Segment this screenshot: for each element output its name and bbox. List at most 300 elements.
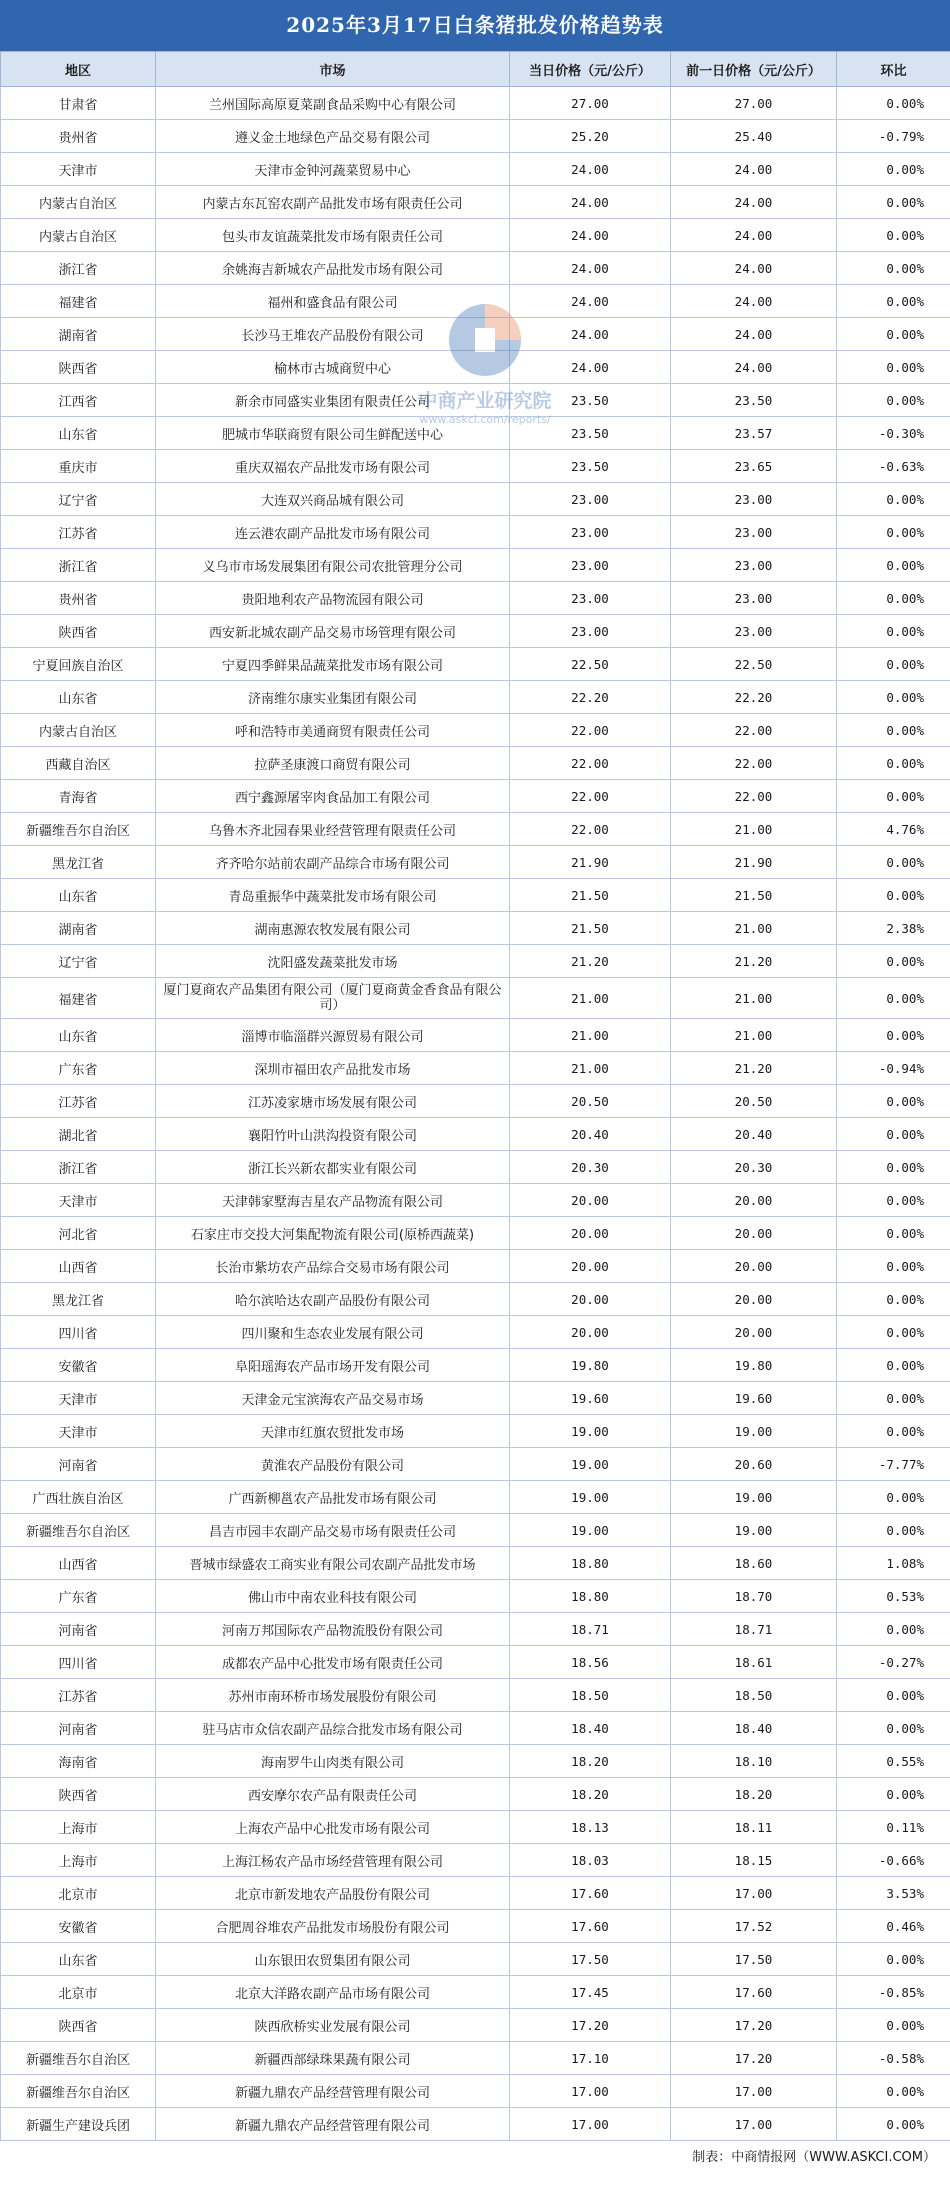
- cell-prev-price: 22.20: [671, 681, 837, 714]
- cell-today-price: 23.00: [510, 483, 671, 516]
- cell-market: 新余市同盛实业集团有限责任公司: [156, 384, 510, 417]
- cell-change: 0.00%: [837, 153, 950, 186]
- cell-region: 安徽省: [1, 1349, 156, 1382]
- cell-change: 2.38%: [837, 912, 950, 945]
- cell-market: 驻马店市众信农副产品综合批发市场有限公司: [156, 1712, 510, 1745]
- cell-today-price: 23.00: [510, 516, 671, 549]
- cell-prev-price: 20.00: [671, 1184, 837, 1217]
- cell-market: 山东银田农贸集团有限公司: [156, 1943, 510, 1976]
- cell-region: 河南省: [1, 1448, 156, 1481]
- table-row: [1, 120, 950, 153]
- cell-change: 0.00%: [837, 186, 950, 219]
- cell-region: 上海市: [1, 1811, 156, 1844]
- cell-prev-price: 21.50: [671, 879, 837, 912]
- table-row: [1, 1844, 950, 1877]
- cell-market: 苏州市南环桥市场发展股份有限公司: [156, 1679, 510, 1712]
- cell-region: 四川省: [1, 1316, 156, 1349]
- table-row: [1, 912, 950, 945]
- watermark-url: www.askci.com/reports/: [419, 413, 551, 426]
- cell-change: 0.55%: [837, 1745, 950, 1778]
- cell-market: 晋城市绿盛农工商实业有限公司农副产品批发市场: [156, 1547, 510, 1580]
- cell-today-price: 18.20: [510, 1778, 671, 1811]
- table-title: 2025年3月17日白条猪批发价格趋势表: [0, 0, 950, 51]
- cell-market: 天津市金钟河蔬菜贸易中心: [156, 153, 510, 186]
- cell-market: 河南万邦国际农产品物流股份有限公司: [156, 1613, 510, 1646]
- cell-change: 0.00%: [837, 549, 950, 582]
- cell-today-price: 20.00: [510, 1250, 671, 1283]
- cell-prev-price: 18.70: [671, 1580, 837, 1613]
- table-row: [1, 648, 950, 681]
- cell-prev-price: 21.00: [671, 813, 837, 846]
- cell-market: 榆林市古城商贸中心: [156, 351, 510, 384]
- cell-market: 西宁鑫源屠宰肉食品加工有限公司: [156, 780, 510, 813]
- cell-market: 福州和盛食品有限公司: [156, 285, 510, 318]
- cell-change: 0.00%: [837, 1943, 950, 1976]
- cell-region: 江苏省: [1, 516, 156, 549]
- cell-today-price: 17.00: [510, 2108, 671, 2141]
- cell-market: 深圳市福田农产品批发市场: [156, 1052, 510, 1085]
- cell-today-price: 19.00: [510, 1448, 671, 1481]
- cell-change: 0.00%: [837, 648, 950, 681]
- cell-change: 0.00%: [837, 1316, 950, 1349]
- cell-today-price: 18.13: [510, 1811, 671, 1844]
- cell-region: 江苏省: [1, 1085, 156, 1118]
- table-body: [1, 87, 950, 2141]
- cell-region: 新疆维吾尔自治区: [1, 2075, 156, 2108]
- cell-market: 厦门夏商农产品集团有限公司（厦门夏商黄金香食品有限公司）: [156, 978, 510, 1019]
- cell-change: 0.00%: [837, 1184, 950, 1217]
- table-row: [1, 417, 950, 450]
- cell-prev-price: 20.50: [671, 1085, 837, 1118]
- cell-change: 0.00%: [837, 219, 950, 252]
- cell-change: 0.00%: [837, 483, 950, 516]
- table-row: [1, 1052, 950, 1085]
- cell-market: 淄博市临淄群兴源贸易有限公司: [156, 1019, 510, 1052]
- cell-region: 辽宁省: [1, 483, 156, 516]
- cell-market: 北京大洋路农副产品市场有限公司: [156, 1976, 510, 2009]
- cell-change: 3.53%: [837, 1877, 950, 1910]
- column-header-row: [1, 52, 950, 87]
- cell-today-price: 21.20: [510, 945, 671, 978]
- table-row: [1, 1976, 950, 2009]
- cell-change: 0.00%: [837, 1712, 950, 1745]
- cell-market: 遵义金土地绿色产品交易有限公司: [156, 120, 510, 153]
- table-row: [1, 2075, 950, 2108]
- cell-region: 北京市: [1, 1976, 156, 2009]
- source-note: 制表：中商情报网（WWW.ASKCI.COM）: [0, 2141, 950, 2174]
- cell-market: 江苏凌家塘市场发展有限公司: [156, 1085, 510, 1118]
- cell-prev-price: 20.60: [671, 1448, 837, 1481]
- cell-today-price: 22.20: [510, 681, 671, 714]
- cell-change: 0.00%: [837, 780, 950, 813]
- cell-change: 0.00%: [837, 714, 950, 747]
- cell-change: 0.00%: [837, 1019, 950, 1052]
- cell-region: 新疆维吾尔自治区: [1, 2042, 156, 2075]
- cell-prev-price: 23.00: [671, 615, 837, 648]
- cell-region: 江苏省: [1, 1679, 156, 1712]
- cell-change: 0.00%: [837, 1382, 950, 1415]
- cell-change: -0.58%: [837, 2042, 950, 2075]
- cell-change: 0.00%: [837, 318, 950, 351]
- cell-today-price: 24.00: [510, 186, 671, 219]
- cell-prev-price: 24.00: [671, 186, 837, 219]
- cell-market: 呼和浩特市美通商贸有限责任公司: [156, 714, 510, 747]
- cell-market: 成都农产品中心批发市场有限责任公司: [156, 1646, 510, 1679]
- cell-prev-price: 21.20: [671, 945, 837, 978]
- cell-change: 0.00%: [837, 1349, 950, 1382]
- cell-today-price: 21.50: [510, 879, 671, 912]
- table-row: [1, 87, 950, 120]
- cell-today-price: 20.00: [510, 1316, 671, 1349]
- cell-region: 内蒙古自治区: [1, 219, 156, 252]
- cell-change: -0.66%: [837, 1844, 950, 1877]
- cell-market: 齐齐哈尔站前农副产品综合市场有限公司: [156, 846, 510, 879]
- table-row: [1, 1646, 950, 1679]
- cell-market: 义乌市市场发展集团有限公司农批管理分公司: [156, 549, 510, 582]
- cell-prev-price: 18.40: [671, 1712, 837, 1745]
- cell-region: 安徽省: [1, 1910, 156, 1943]
- table-row: [1, 1778, 950, 1811]
- cell-market: 兰州国际高原夏菜副食品采购中心有限公司: [156, 87, 510, 120]
- table-row: [1, 1613, 950, 1646]
- table-row: [1, 879, 950, 912]
- table-row: [1, 2009, 950, 2042]
- cell-today-price: 25.20: [510, 120, 671, 153]
- cell-market: 沈阳盛发蔬菜批发市场: [156, 945, 510, 978]
- cell-market: 广西新柳邕农产品批发市场有限公司: [156, 1481, 510, 1514]
- cell-market: 大连双兴商品城有限公司: [156, 483, 510, 516]
- cell-market: 重庆双福农产品批发市场有限公司: [156, 450, 510, 483]
- cell-market: 黄淮农产品股份有限公司: [156, 1448, 510, 1481]
- cell-region: 北京市: [1, 1877, 156, 1910]
- table-row: [1, 2108, 950, 2141]
- cell-prev-price: 22.50: [671, 648, 837, 681]
- cell-region: 新疆维吾尔自治区: [1, 813, 156, 846]
- cell-change: -7.77%: [837, 1448, 950, 1481]
- cell-region: 广西壮族自治区: [1, 1481, 156, 1514]
- cell-market: 北京市新发地农产品股份有限公司: [156, 1877, 510, 1910]
- cell-prev-price: 23.50: [671, 384, 837, 417]
- cell-market: 新疆九鼎农产品经营管理有限公司: [156, 2075, 510, 2108]
- cell-today-price: 17.10: [510, 2042, 671, 2075]
- cell-change: 0.00%: [837, 747, 950, 780]
- cell-prev-price: 24.00: [671, 252, 837, 285]
- cell-region: 山西省: [1, 1547, 156, 1580]
- cell-region: 河南省: [1, 1712, 156, 1745]
- cell-prev-price: 17.00: [671, 2108, 837, 2141]
- cell-today-price: 21.50: [510, 912, 671, 945]
- cell-region: 陕西省: [1, 1778, 156, 1811]
- cell-market: 西安摩尔农产品有限责任公司: [156, 1778, 510, 1811]
- cell-prev-price: 21.00: [671, 912, 837, 945]
- table-row: [1, 813, 950, 846]
- cell-region: 河南省: [1, 1613, 156, 1646]
- cell-today-price: 23.00: [510, 615, 671, 648]
- cell-change: 0.00%: [837, 2009, 950, 2042]
- cell-prev-price: 17.52: [671, 1910, 837, 1943]
- cell-change: 0.00%: [837, 681, 950, 714]
- table-row: [1, 978, 950, 1019]
- table-row: [1, 1415, 950, 1448]
- table-row: [1, 186, 950, 219]
- cell-market: 余姚海吉新城农产品批发市场有限公司: [156, 252, 510, 285]
- cell-market: 长沙马王堆农产品股份有限公司: [156, 318, 510, 351]
- table-row: [1, 1943, 950, 1976]
- cell-today-price: 17.45: [510, 1976, 671, 2009]
- cell-change: 0.00%: [837, 1250, 950, 1283]
- cell-change: 0.00%: [837, 615, 950, 648]
- cell-prev-price: 24.00: [671, 285, 837, 318]
- cell-prev-price: 18.20: [671, 1778, 837, 1811]
- cell-region: 天津市: [1, 153, 156, 186]
- table-row: [1, 1745, 950, 1778]
- table-row: [1, 549, 950, 582]
- cell-prev-price: 19.00: [671, 1415, 837, 1448]
- cell-change: 0.00%: [837, 1679, 950, 1712]
- cell-today-price: 19.60: [510, 1382, 671, 1415]
- cell-prev-price: 23.57: [671, 417, 837, 450]
- cell-prev-price: 24.00: [671, 318, 837, 351]
- table-row: [1, 1877, 950, 1910]
- cell-market: 佛山市中南农业科技有限公司: [156, 1580, 510, 1613]
- table-row: [1, 1448, 950, 1481]
- cell-prev-price: 18.11: [671, 1811, 837, 1844]
- cell-region: 新疆维吾尔自治区: [1, 1514, 156, 1547]
- cell-market: 长治市紫坊农产品综合交易市场有限公司: [156, 1250, 510, 1283]
- cell-region: 新疆生产建设兵团: [1, 2108, 156, 2141]
- cell-today-price: 22.00: [510, 747, 671, 780]
- cell-today-price: 24.00: [510, 153, 671, 186]
- cell-change: 4.76%: [837, 813, 950, 846]
- cell-region: 西藏自治区: [1, 747, 156, 780]
- cell-prev-price: 17.20: [671, 2009, 837, 2042]
- cell-change: 0.00%: [837, 1217, 950, 1250]
- cell-prev-price: 20.00: [671, 1250, 837, 1283]
- cell-market: 拉萨圣康渡口商贸有限公司: [156, 747, 510, 780]
- cell-change: 1.08%: [837, 1547, 950, 1580]
- cell-prev-price: 23.00: [671, 483, 837, 516]
- cell-change: 0.00%: [837, 1415, 950, 1448]
- cell-change: 0.00%: [837, 1481, 950, 1514]
- cell-change: 0.00%: [837, 1085, 950, 1118]
- column-header-prev-price: 前一日价格（元/公斤）: [671, 52, 837, 87]
- cell-change: 0.46%: [837, 1910, 950, 1943]
- table-row: [1, 1250, 950, 1283]
- cell-region: 上海市: [1, 1844, 156, 1877]
- cell-market: 合肥周谷堆农产品批发市场股份有限公司: [156, 1910, 510, 1943]
- table-row: [1, 1481, 950, 1514]
- cell-market: 内蒙古东瓦窑农副产品批发市场有限责任公司: [156, 186, 510, 219]
- cell-prev-price: 23.65: [671, 450, 837, 483]
- column-header-change: 环比: [837, 52, 950, 87]
- cell-today-price: 20.00: [510, 1283, 671, 1316]
- cell-prev-price: 20.00: [671, 1283, 837, 1316]
- table-row: [1, 681, 950, 714]
- table-row: [1, 1514, 950, 1547]
- cell-prev-price: 22.00: [671, 714, 837, 747]
- cell-change: 0.00%: [837, 1613, 950, 1646]
- cell-change: 0.00%: [837, 2108, 950, 2141]
- cell-market: 陕西欣桥实业发展有限公司: [156, 2009, 510, 2042]
- cell-region: 青海省: [1, 780, 156, 813]
- cell-region: 海南省: [1, 1745, 156, 1778]
- cell-today-price: 23.50: [510, 384, 671, 417]
- cell-region: 内蒙古自治区: [1, 186, 156, 219]
- cell-today-price: 22.50: [510, 648, 671, 681]
- cell-prev-price: 23.00: [671, 516, 837, 549]
- cell-today-price: 23.50: [510, 450, 671, 483]
- cell-prev-price: 18.71: [671, 1613, 837, 1646]
- table-row: [1, 351, 950, 384]
- table-row: [1, 1184, 950, 1217]
- cell-prev-price: 17.00: [671, 1877, 837, 1910]
- cell-change: 0.00%: [837, 582, 950, 615]
- table-row: [1, 846, 950, 879]
- cell-prev-price: 19.00: [671, 1481, 837, 1514]
- table-row: [1, 1547, 950, 1580]
- table-row: [1, 1382, 950, 1415]
- cell-market: 湖南惠源农牧发展有限公司: [156, 912, 510, 945]
- cell-market: 天津市红旗农贸批发市场: [156, 1415, 510, 1448]
- cell-region: 湖南省: [1, 912, 156, 945]
- cell-market: 襄阳竹叶山洪沟投资有限公司: [156, 1118, 510, 1151]
- cell-change: 0.00%: [837, 384, 950, 417]
- table-row: [1, 1283, 950, 1316]
- cell-region: 黑龙江省: [1, 1283, 156, 1316]
- cell-region: 重庆市: [1, 450, 156, 483]
- cell-change: 0.00%: [837, 846, 950, 879]
- cell-region: 辽宁省: [1, 945, 156, 978]
- cell-market: 石家庄市交投大河集配物流有限公司(原桥西蔬菜): [156, 1217, 510, 1250]
- cell-region: 浙江省: [1, 549, 156, 582]
- cell-market: 西安新北城农副产品交易市场管理有限公司: [156, 615, 510, 648]
- cell-today-price: 20.00: [510, 1184, 671, 1217]
- cell-market: 昌吉市园丰农副产品交易市场有限责任公司: [156, 1514, 510, 1547]
- table-row: [1, 153, 950, 186]
- table-row: [1, 582, 950, 615]
- cell-today-price: 18.20: [510, 1745, 671, 1778]
- table-row: [1, 483, 950, 516]
- cell-prev-price: 19.00: [671, 1514, 837, 1547]
- cell-prev-price: 17.20: [671, 2042, 837, 2075]
- cell-change: -0.94%: [837, 1052, 950, 1085]
- cell-prev-price: 17.60: [671, 1976, 837, 2009]
- cell-region: 湖北省: [1, 1118, 156, 1151]
- cell-today-price: 24.00: [510, 252, 671, 285]
- cell-prev-price: 21.00: [671, 978, 837, 1019]
- cell-market: 天津金元宝滨海农产品交易市场: [156, 1382, 510, 1415]
- cell-region: 天津市: [1, 1415, 156, 1448]
- cell-prev-price: 23.00: [671, 582, 837, 615]
- cell-prev-price: 19.60: [671, 1382, 837, 1415]
- cell-region: 山东省: [1, 879, 156, 912]
- cell-prev-price: 20.00: [671, 1316, 837, 1349]
- table-row: [1, 318, 950, 351]
- cell-region: 陕西省: [1, 351, 156, 384]
- cell-today-price: 18.50: [510, 1679, 671, 1712]
- cell-region: 河北省: [1, 1217, 156, 1250]
- table-row: [1, 1580, 950, 1613]
- cell-prev-price: 17.00: [671, 2075, 837, 2108]
- cell-prev-price: 21.90: [671, 846, 837, 879]
- cell-market: 新疆九鼎农产品经营管理有限公司: [156, 2108, 510, 2141]
- table-row: [1, 1085, 950, 1118]
- cell-change: 0.53%: [837, 1580, 950, 1613]
- cell-today-price: 24.00: [510, 219, 671, 252]
- cell-prev-price: 24.00: [671, 351, 837, 384]
- cell-market: 阜阳瑶海农产品市场开发有限公司: [156, 1349, 510, 1382]
- cell-region: 贵州省: [1, 120, 156, 153]
- cell-prev-price: 18.15: [671, 1844, 837, 1877]
- cell-region: 山东省: [1, 1943, 156, 1976]
- table-row: [1, 252, 950, 285]
- cell-today-price: 23.50: [510, 417, 671, 450]
- cell-prev-price: 18.10: [671, 1745, 837, 1778]
- table-row: [1, 1118, 950, 1151]
- cell-prev-price: 21.20: [671, 1052, 837, 1085]
- cell-today-price: 23.00: [510, 582, 671, 615]
- table-row: [1, 1811, 950, 1844]
- table-row: [1, 1349, 950, 1382]
- cell-today-price: 17.50: [510, 1943, 671, 1976]
- cell-prev-price: 24.00: [671, 153, 837, 186]
- table-row: [1, 219, 950, 252]
- cell-region: 陕西省: [1, 2009, 156, 2042]
- cell-today-price: 22.00: [510, 813, 671, 846]
- cell-prev-price: 22.00: [671, 747, 837, 780]
- cell-today-price: 18.56: [510, 1646, 671, 1679]
- cell-prev-price: 19.80: [671, 1349, 837, 1382]
- table-row: [1, 285, 950, 318]
- cell-prev-price: 18.50: [671, 1679, 837, 1712]
- cell-today-price: 24.00: [510, 285, 671, 318]
- cell-today-price: 20.30: [510, 1151, 671, 1184]
- cell-change: -0.79%: [837, 120, 950, 153]
- cell-prev-price: 25.40: [671, 120, 837, 153]
- table-row: [1, 780, 950, 813]
- cell-change: 0.00%: [837, 1151, 950, 1184]
- cell-market: 济南维尔康实业集团有限公司: [156, 681, 510, 714]
- table-row: [1, 747, 950, 780]
- column-header-region: 地区: [1, 52, 156, 87]
- cell-today-price: 18.40: [510, 1712, 671, 1745]
- table-row: [1, 1910, 950, 1943]
- cell-today-price: 21.00: [510, 1052, 671, 1085]
- cell-change: 0.00%: [837, 1778, 950, 1811]
- table-row: [1, 1151, 950, 1184]
- cell-region: 宁夏回族自治区: [1, 648, 156, 681]
- cell-change: 0.00%: [837, 285, 950, 318]
- cell-market: 哈尔滨哈达农副产品股份有限公司: [156, 1283, 510, 1316]
- cell-region: 黑龙江省: [1, 846, 156, 879]
- cell-prev-price: 20.40: [671, 1118, 837, 1151]
- cell-region: 内蒙古自治区: [1, 714, 156, 747]
- cell-prev-price: 18.60: [671, 1547, 837, 1580]
- cell-market: 浙江长兴新农都实业有限公司: [156, 1151, 510, 1184]
- table-row: [1, 1712, 950, 1745]
- cell-today-price: 18.80: [510, 1580, 671, 1613]
- cell-region: 山西省: [1, 1250, 156, 1283]
- cell-change: 0.00%: [837, 1118, 950, 1151]
- cell-prev-price: 27.00: [671, 87, 837, 120]
- cell-today-price: 22.00: [510, 780, 671, 813]
- cell-change: 0.00%: [837, 252, 950, 285]
- price-table: [0, 51, 950, 2141]
- cell-region: 甘肃省: [1, 87, 156, 120]
- cell-region: 广东省: [1, 1052, 156, 1085]
- cell-prev-price: 24.00: [671, 219, 837, 252]
- table-row: [1, 714, 950, 747]
